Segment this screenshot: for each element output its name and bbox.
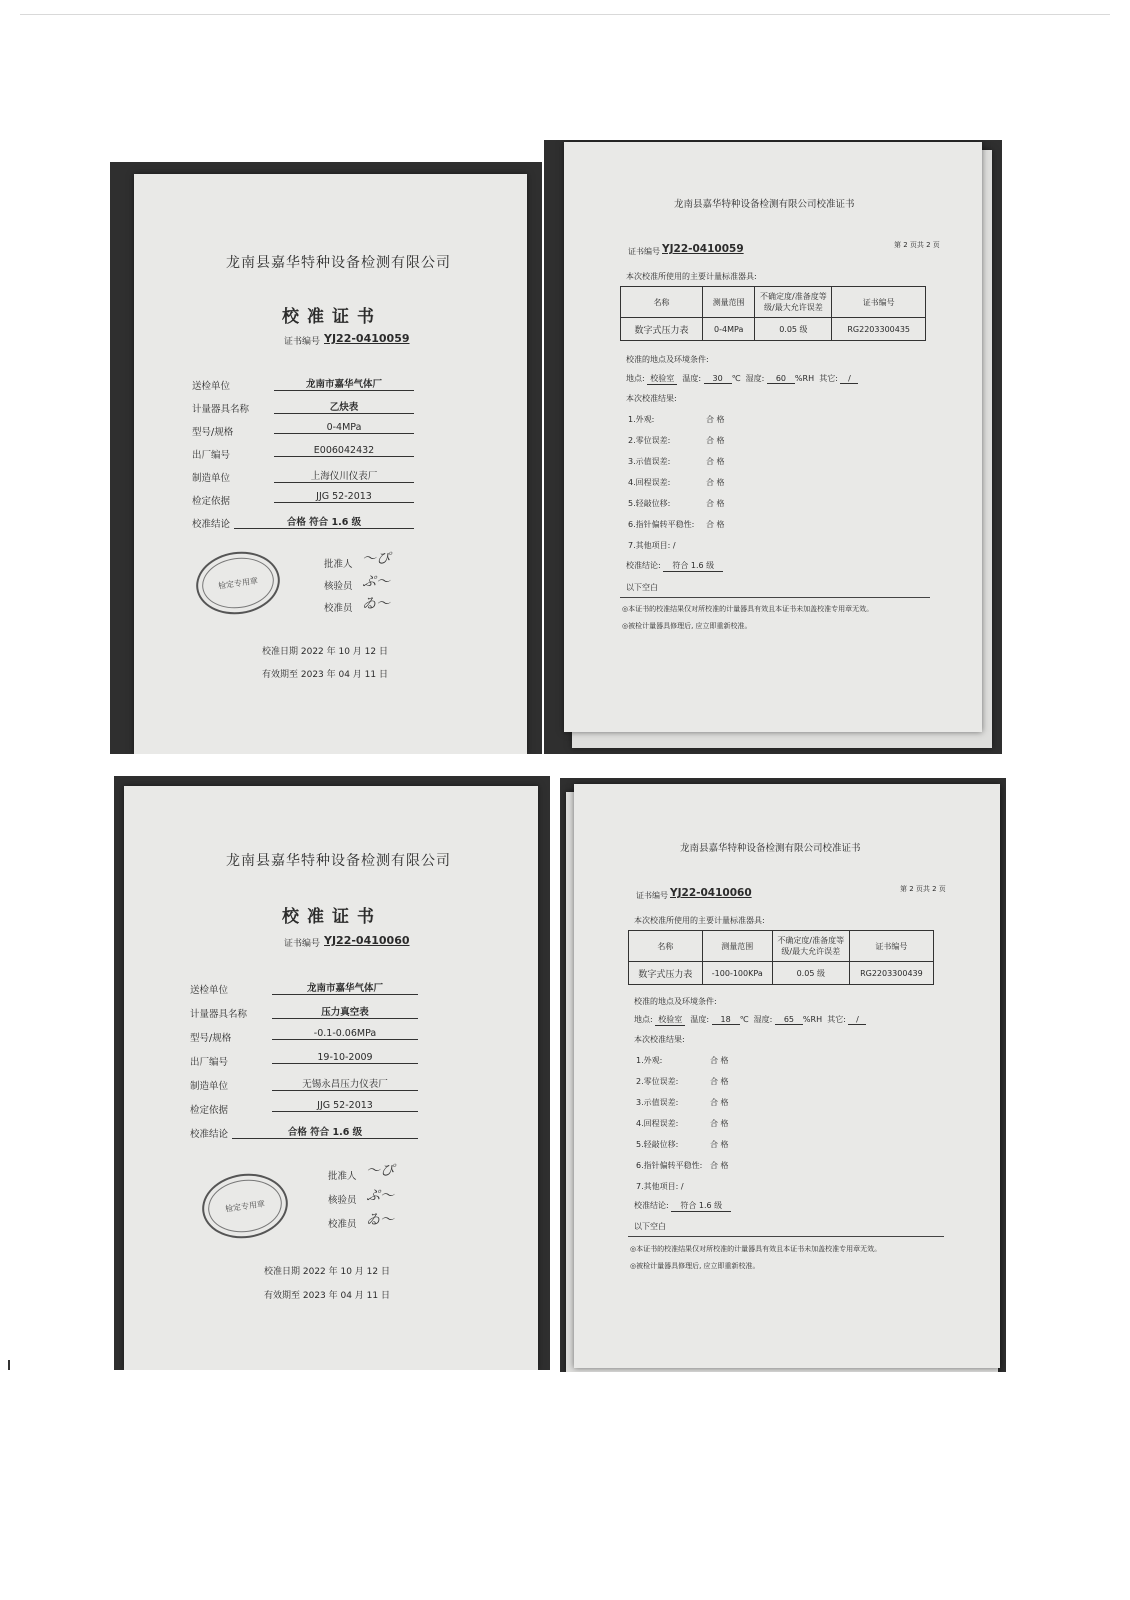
- field-value: 无锡永昌压力仪表厂: [272, 1076, 418, 1091]
- field-value: 龙南市嘉华气体厂: [274, 376, 414, 391]
- result-label: 5.轻敲位移:: [628, 499, 671, 508]
- certificate-back-sheet: [574, 784, 1000, 1368]
- conclusion-label: 校准结论:: [626, 561, 661, 570]
- table-header-row: [621, 287, 926, 318]
- env-temp-label: 温度:: [682, 374, 702, 383]
- field-label: 计量器具名称: [190, 1009, 248, 1020]
- field-value: 19-10-2009: [272, 1052, 418, 1064]
- env-humidity-unit: %RH: [802, 1015, 823, 1024]
- field-label: 校准结论: [192, 519, 231, 530]
- calibrator-signature: ゐ〜: [362, 596, 390, 612]
- table-header: 证书编号: [849, 931, 933, 962]
- field-label: 校准结论: [190, 1129, 229, 1140]
- other-items: 7.其他项目: /: [628, 541, 676, 550]
- field-label: 送检单位: [190, 985, 229, 996]
- result-label: 3.示值误差:: [628, 457, 671, 466]
- conclusion-line: [634, 1200, 731, 1212]
- field-label: 送检单位: [192, 381, 231, 392]
- env-other-value: /: [840, 374, 858, 384]
- result-label: 1.外观:: [636, 1056, 663, 1065]
- field-label: 制造单位: [190, 1081, 229, 1092]
- field-label: 出厂编号: [192, 450, 231, 461]
- blank-below: 以下空白: [626, 583, 658, 592]
- result-value: 合 格: [710, 1098, 729, 1107]
- page-indicator: 第 2 页共 2 页: [900, 885, 946, 893]
- env-other-label: 其它:: [827, 1015, 846, 1024]
- env-place-value: 校验室: [655, 1014, 685, 1026]
- result-label: 2.零位误差:: [628, 436, 671, 445]
- environment-line: [626, 373, 858, 385]
- certificate-title: 校准证书: [282, 307, 382, 327]
- table-cell: RG2203300439: [849, 962, 933, 985]
- result-value: 合 格: [706, 499, 725, 508]
- certificate-title: 校准证书: [282, 907, 382, 927]
- photo-certificate-2-front: [114, 776, 550, 1370]
- field-value: 龙南市嘉华气体厂: [272, 980, 418, 995]
- env-temp-value: 18: [712, 1015, 740, 1025]
- env-temp-value: 30: [704, 374, 732, 384]
- approver-signature: 〜ぴ: [362, 551, 390, 567]
- other-items: 7.其他项目: /: [636, 1182, 684, 1191]
- result-label: 5.轻敲位移:: [636, 1140, 679, 1149]
- env-temp-unit: ℃: [731, 374, 741, 383]
- result-value: 合 格: [710, 1161, 729, 1170]
- checker-signature: ぷ〜: [362, 574, 390, 590]
- env-humidity-label: 湿度:: [753, 1015, 773, 1024]
- photo-certificate-1-front: [110, 162, 542, 754]
- note-recalibration: ◎被检计量器具修理后, 应立即重新校准。: [622, 622, 752, 630]
- field-value: 0-4MPa: [274, 422, 414, 434]
- cert-no-value: YJ22-0410060: [324, 934, 410, 947]
- table-row: [629, 962, 934, 985]
- cert-no-label: 证书编号: [628, 247, 660, 256]
- result-value: 合 格: [710, 1056, 729, 1065]
- company-name: 龙南县嘉华特种设备检测有限公司: [226, 255, 451, 271]
- certificate-back-sheet: [564, 142, 982, 732]
- checker-signature: ぷ〜: [366, 1188, 394, 1204]
- conclusion-label: 校准结论:: [634, 1201, 669, 1210]
- result-label: 6.指针偏转平稳性:: [636, 1161, 703, 1170]
- field-label: 出厂编号: [190, 1057, 229, 1068]
- field-value: 压力真空表: [272, 1004, 418, 1019]
- note-recalibration: ◎被检计量器具修理后, 应立即重新校准。: [630, 1262, 760, 1270]
- env-humidity-label: 湿度:: [745, 374, 765, 383]
- cert-no-label: 证书编号: [636, 891, 668, 900]
- table-header: 不确定度/准备度等级/最大允许误差: [772, 931, 849, 962]
- seal-text: 检定专用章: [217, 575, 259, 591]
- cert-no-value: YJ22-0410059: [662, 243, 744, 255]
- field-value: JJG 52-2013: [274, 491, 414, 503]
- notes-divider: [628, 1236, 944, 1237]
- blank-below: 以下空白: [634, 1222, 666, 1231]
- calibrator-label: 校准员: [324, 603, 353, 614]
- result-value: 合 格: [706, 436, 725, 445]
- scan-edge-mark: [8, 1360, 10, 1370]
- result-label: 2.零位误差:: [636, 1077, 679, 1086]
- conclusion-value: 符合 1.6 级: [671, 1200, 731, 1212]
- field-value: 上海仪川仪表厂: [274, 468, 414, 483]
- calibration-date: 校准日期 2022 年 10 月 12 日: [264, 1267, 390, 1277]
- env-other-label: 其它:: [819, 374, 838, 383]
- table-cell: RG2203300435: [832, 318, 926, 341]
- results-title: 本次校准结果:: [634, 1035, 685, 1044]
- table-header: 不确定度/准备度等级/最大允许误差: [755, 287, 832, 318]
- table-cell: 0.05 级: [755, 318, 832, 341]
- note-validity: ◎本证书的校准结果仅对所校准的计量器具有效且本证书未加盖校准专用章无效。: [630, 1245, 882, 1253]
- field-label: 检定依据: [192, 496, 231, 507]
- standard-intro: 本次校准所使用的主要计量标准器具:: [626, 272, 757, 281]
- result-value: 合 格: [710, 1119, 729, 1128]
- result-value: 合 格: [706, 520, 725, 529]
- scan-top-rule: [20, 14, 1110, 15]
- approver-signature: 〜ぴ: [366, 1163, 394, 1179]
- result-label: 1.外观:: [628, 415, 655, 424]
- back-header: 龙南县嘉华特种设备检测有限公司校准证书: [680, 843, 861, 854]
- cert-no-label: 证书编号: [284, 939, 321, 949]
- table-header: 名称: [621, 287, 703, 318]
- env-humidity-unit: %RH: [794, 374, 815, 383]
- field-value: JJG 52-2013: [272, 1100, 418, 1112]
- env-place-label: 地点:: [634, 1015, 653, 1024]
- result-value: 合 格: [710, 1140, 729, 1149]
- result-value: 合 格: [706, 457, 725, 466]
- standard-intro: 本次校准所使用的主要计量标准器具:: [634, 916, 765, 925]
- checker-label: 核验员: [324, 581, 353, 592]
- table-row: [621, 318, 926, 341]
- certificate-front-sheet: [124, 786, 538, 1370]
- conclusion-value: 符合 1.6 级: [663, 560, 723, 572]
- official-seal: [198, 1168, 292, 1243]
- photo-certificate-2-back: [560, 778, 1006, 1372]
- result-value: 合 格: [706, 478, 725, 487]
- valid-until-date: 有效期至 2023 年 04 月 11 日: [264, 1291, 390, 1301]
- field-value: 乙炔表: [274, 399, 414, 414]
- result-label: 4.回程误差:: [628, 478, 671, 487]
- field-label: 制造单位: [192, 473, 231, 484]
- checker-label: 核验员: [328, 1195, 357, 1206]
- table-header: 证书编号: [832, 287, 926, 318]
- field-label: 计量器具名称: [192, 404, 250, 415]
- table-header: 测量范围: [702, 287, 754, 318]
- env-temp-label: 温度:: [690, 1015, 710, 1024]
- valid-until-date: 有效期至 2023 年 04 月 11 日: [262, 670, 388, 680]
- table-cell: 数字式压力表: [629, 962, 703, 985]
- standard-instrument-table: [628, 930, 934, 985]
- cert-no-value: YJ22-0410060: [670, 887, 752, 899]
- conclusion-line: [626, 560, 723, 572]
- approver-label: 批准人: [324, 559, 353, 570]
- table-header: 测量范围: [702, 931, 772, 962]
- calibration-date: 校准日期 2022 年 10 月 12 日: [262, 647, 388, 657]
- page-indicator: 第 2 页共 2 页: [894, 241, 940, 249]
- official-seal: [192, 546, 284, 619]
- field-label: 检定依据: [190, 1105, 229, 1116]
- calibrator-label: 校准员: [328, 1219, 357, 1230]
- field-value: 合格 符合 1.6 级: [232, 1124, 418, 1139]
- photo-certificate-1-back: [544, 140, 1002, 754]
- table-cell: 0-4MPa: [702, 318, 754, 341]
- field-value: -0.1-0.06MPa: [272, 1028, 418, 1040]
- company-name: 龙南县嘉华特种设备检测有限公司: [226, 853, 451, 869]
- result-value: 合 格: [706, 415, 725, 424]
- environment-title: 校准的地点及环境条件:: [626, 355, 709, 364]
- calibrator-signature: ゐ〜: [366, 1212, 394, 1228]
- cert-no-label: 证书编号: [284, 337, 321, 347]
- env-place-label: 地点:: [626, 374, 645, 383]
- table-cell: 数字式压力表: [621, 318, 703, 341]
- results-title: 本次校准结果:: [626, 394, 677, 403]
- environment-title: 校准的地点及环境条件:: [634, 997, 717, 1006]
- result-label: 3.示值误差:: [636, 1098, 679, 1107]
- env-humidity-value: 65: [775, 1015, 803, 1025]
- seal-text: 检定专用章: [224, 1198, 266, 1214]
- field-value: E006042432: [274, 445, 414, 457]
- table-header: 名称: [629, 931, 703, 962]
- note-validity: ◎本证书的校准结果仅对所校准的计量器具有效且本证书未加盖校准专用章无效。: [622, 605, 874, 613]
- result-label: 4.回程误差:: [636, 1119, 679, 1128]
- table-cell: -100-100KPa: [702, 962, 772, 985]
- env-temp-unit: ℃: [739, 1015, 749, 1024]
- env-other-value: /: [848, 1015, 866, 1025]
- field-label: 型号/规格: [192, 427, 234, 438]
- field-label: 型号/规格: [190, 1033, 232, 1044]
- back-header: 龙南县嘉华特种设备检测有限公司校准证书: [674, 199, 855, 210]
- certificate-front-sheet: [134, 174, 527, 754]
- env-place-value: 校验室: [647, 373, 677, 385]
- result-label: 6.指针偏转平稳性:: [628, 520, 695, 529]
- approver-label: 批准人: [328, 1171, 357, 1182]
- field-value: 合格 符合 1.6 级: [234, 514, 414, 529]
- cert-no-value: YJ22-0410059: [324, 332, 410, 345]
- environment-line: [634, 1014, 866, 1026]
- notes-divider: [620, 597, 930, 598]
- result-value: 合 格: [710, 1077, 729, 1086]
- table-header-row: [629, 931, 934, 962]
- table-cell: 0.05 级: [772, 962, 849, 985]
- env-humidity-value: 60: [767, 374, 795, 384]
- standard-instrument-table: [620, 286, 926, 341]
